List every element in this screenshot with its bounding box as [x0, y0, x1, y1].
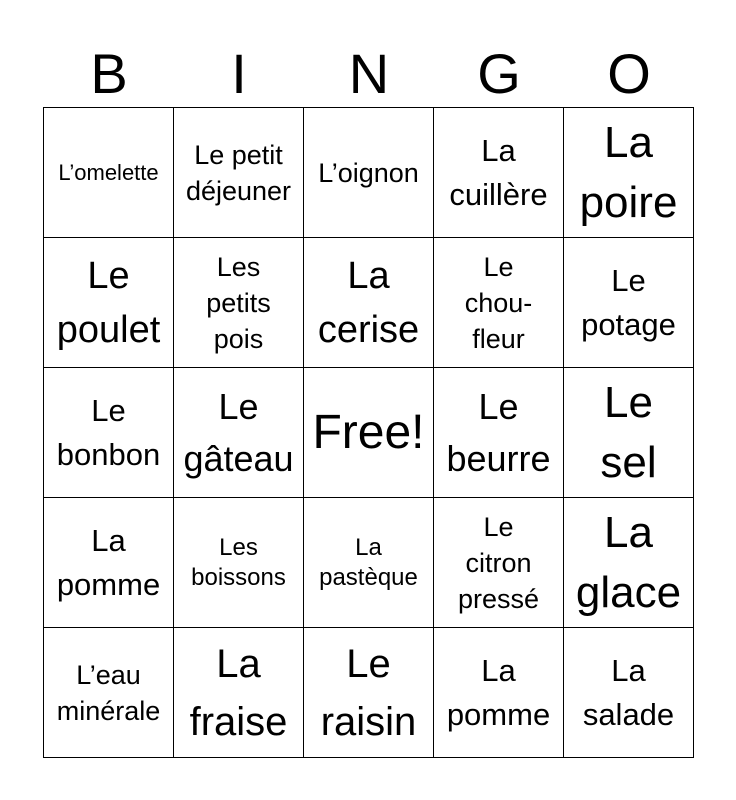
bingo-cell[interactable]: [564, 628, 694, 758]
cell-label: La pastèque: [319, 533, 418, 591]
cell-label: L’oignon: [318, 157, 419, 188]
cell-label: La salade: [582, 652, 675, 732]
bingo-cell[interactable]: [564, 238, 694, 368]
bingo-cell[interactable]: [174, 368, 304, 498]
bingo-cell[interactable]: [434, 368, 564, 498]
bingo-cell[interactable]: [304, 368, 434, 498]
header-letter-n: N: [348, 42, 390, 105]
cell-label: Le citron pressé: [457, 511, 540, 614]
bingo-cell[interactable]: [564, 108, 694, 238]
cell-label: Le beurre: [446, 385, 551, 479]
bingo-cell[interactable]: [44, 238, 174, 368]
cell-label: Le sel: [600, 377, 657, 487]
cell-label: La fraise: [189, 641, 288, 744]
bingo-cell[interactable]: [44, 498, 174, 628]
cell-label: La cuillère: [449, 132, 548, 212]
cell-label: Le gâteau: [183, 385, 294, 479]
cell-label: Les boissons: [191, 533, 286, 591]
bingo-cell[interactable]: [434, 498, 564, 628]
bingo-cell[interactable]: [304, 498, 434, 628]
header-letter-i: I: [231, 42, 247, 105]
header-letter-b: B: [90, 42, 128, 105]
cell-label: L’omelette: [58, 159, 159, 185]
cell-label: La pomme: [56, 522, 161, 602]
bingo-cell[interactable]: [434, 108, 564, 238]
bingo-cell[interactable]: [174, 498, 304, 628]
bingo-cell[interactable]: [174, 628, 304, 758]
cell-label: La cerise: [317, 254, 420, 351]
bingo-cell[interactable]: [44, 108, 174, 238]
cell-label: Le bonbon: [56, 392, 161, 472]
cell-label: La pomme: [446, 652, 551, 732]
bingo-header: [44, 40, 694, 108]
cell-label: Les petits pois: [206, 251, 271, 354]
bingo-cell[interactable]: [304, 628, 434, 758]
bingo-cell[interactable]: [304, 238, 434, 368]
cell-label: La glace: [575, 507, 682, 617]
cell-label: Le potage: [581, 262, 676, 342]
bingo-cell[interactable]: [304, 108, 434, 238]
bingo-board: [43, 107, 694, 758]
cell-label: Le chou- fleur: [464, 251, 533, 354]
bingo-cell[interactable]: [44, 368, 174, 498]
header-letter-o: O: [607, 42, 651, 105]
cell-label: La poire: [579, 117, 678, 227]
bingo-cell[interactable]: [564, 368, 694, 498]
cell-label: Le poulet: [56, 254, 161, 351]
bingo-cell[interactable]: [174, 238, 304, 368]
bingo-cell[interactable]: [44, 628, 174, 758]
cell-label: Le raisin: [320, 641, 417, 744]
bingo-cell[interactable]: [564, 498, 694, 628]
cell-label: Le petit déjeuner: [185, 139, 292, 206]
bingo-cell[interactable]: [434, 628, 564, 758]
cell-label: L’eau minérale: [56, 659, 161, 726]
bingo-cell[interactable]: [434, 238, 564, 368]
header-letter-g: G: [477, 42, 521, 105]
bingo-cell[interactable]: [174, 108, 304, 238]
cell-label: Free!: [312, 405, 425, 459]
